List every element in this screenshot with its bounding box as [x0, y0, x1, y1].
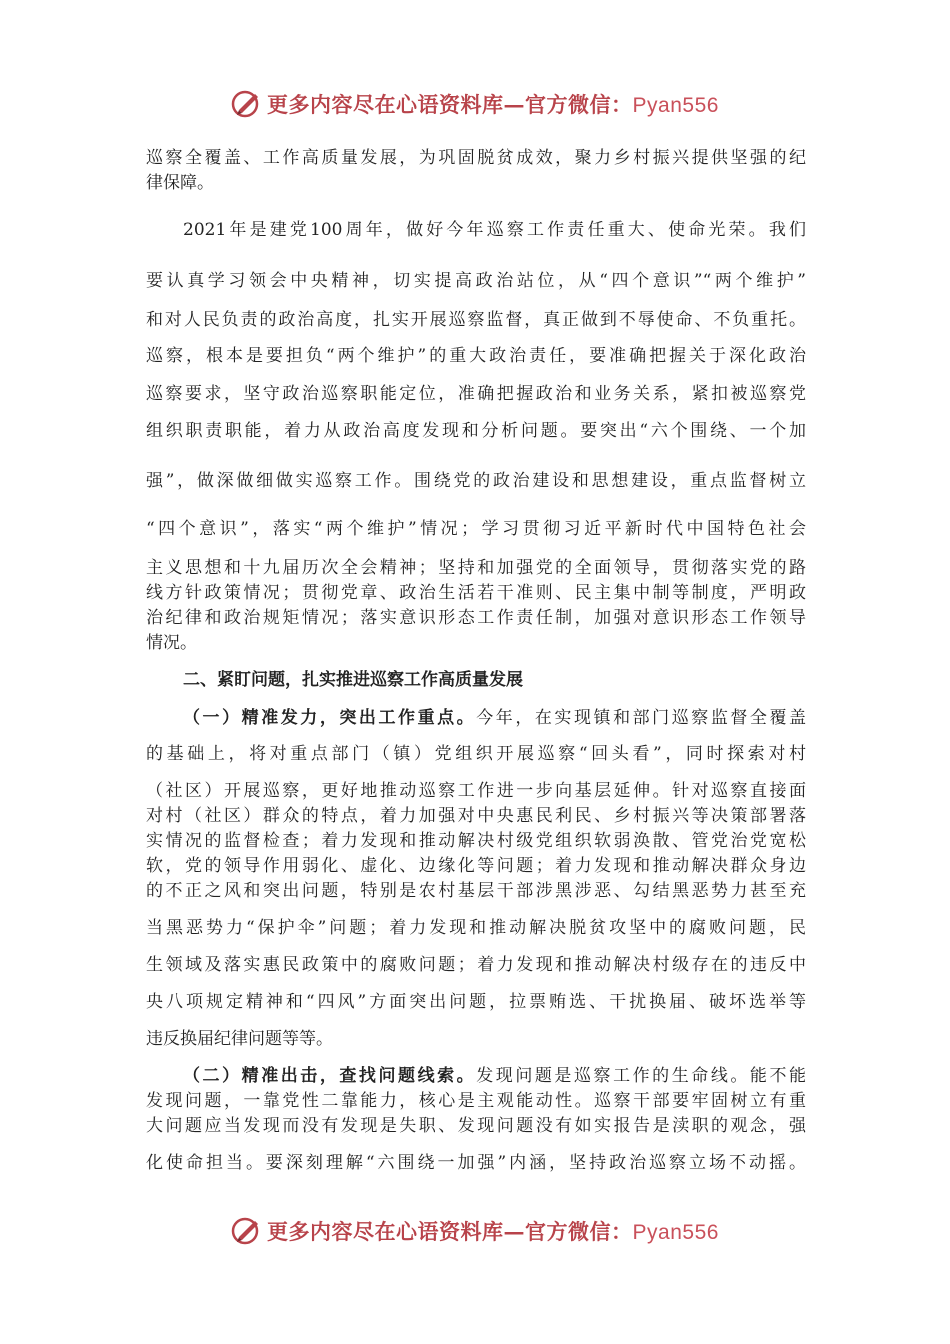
- text-line: 2021年是建党100周年，做好今年巡察工作责任重大、使命光荣。我们: [183, 220, 806, 240]
- subsection-lead: （二）精准出击，查找问题线索。: [183, 1066, 477, 1086]
- section-heading: 二、紧盯问题，扎实推进巡察工作高质量发展: [183, 670, 523, 690]
- text-line: “四个意识”，落实“两个维护”情况；学习贯彻习近平新时代中国特色社会: [146, 519, 806, 539]
- banner-text: 更多内容尽在心语资料库—官方微信：Pyan556: [267, 92, 719, 117]
- text-line: 情况。: [146, 633, 197, 653]
- text-line: 巡察全覆盖、工作高质量发展，为巩固脱贫成效，聚力乡村振兴提供坚强的纪: [146, 148, 806, 168]
- wechat-id: Pyan556: [632, 1221, 719, 1244]
- text-line: 线方针政策情况；贯彻党章、政治生活若干准则、民主集中制等制度，严明政: [146, 583, 806, 603]
- header-banner: [0, 84, 950, 124]
- text-line: （社区）开展巡察，更好地推动巡察工作进一步向基层延伸。针对巡察直接面: [146, 781, 806, 801]
- text-line: 央八项规定精神和“四风”方面突出问题，拉票贿选、干扰换届、破坏选举等: [146, 992, 806, 1012]
- text-line: 软，党的领导作用弱化、虚化、边缘化等问题；着力发现和推动解决群众身边: [146, 856, 806, 876]
- text-line: 要认真学习领会中央精神，切实提高政治站位，从“四个意识”“两个维护”: [146, 271, 806, 291]
- text-line: 和对人民负责的政治高度，扎实开展巡察监督，真正做到不辱使命、不负重托。: [146, 310, 806, 330]
- wechat-id: Pyan556: [632, 94, 719, 117]
- text-line: 发现问题，一靠党性二靠能力，核心是主观能动性。巡察干部要牢固树立有重: [146, 1091, 806, 1111]
- text-line: 对村（社区）群众的特点，着力加强对中央惠民利民、乡村振兴等决策部署落: [146, 806, 806, 826]
- banner-text: 更多内容尽在心语资料库—官方微信：Pyan556: [267, 1219, 719, 1244]
- text-line: 的不正之风和突出问题，特别是农村基层干部涉黑涉恶、勾结黑恶势力甚至充: [146, 881, 806, 901]
- text-line: 实情况的监督检查；着力发现和推动解决村级党组织软弱涣散、管党治党宽松: [146, 831, 806, 851]
- text-line: 巡察要求，坚守政治巡察职能定位，准确把握政治和业务关系，紧扣被巡察党: [146, 384, 806, 404]
- text-line: 生领域及落实惠民政策中的腐败问题；着力发现和推动解决村级存在的违反中: [146, 955, 806, 975]
- pen-logo-icon: [231, 88, 263, 120]
- text-line: 组织职责职能，着力从政治高度发现和分析问题。要突出“六个围绕、一个加: [146, 421, 806, 441]
- text-line: 化使命担当。要深刻理解“六围绕一加强”内涵，坚持政治巡察立场不动摇。: [146, 1153, 806, 1173]
- text-line: 主义思想和十九届历次全会精神；坚持和加强党的全面领导，贯彻落实党的路: [146, 558, 806, 578]
- text-line: 律保障。: [146, 173, 214, 193]
- footer-banner: [0, 1211, 950, 1251]
- text-line: 大问题应当发现而没有发现是失职、发现问题没有如实报告是渎职的观念，强: [146, 1116, 806, 1136]
- text-line: 巡察，根本是要担负“两个维护”的重大政治责任，要准确把握关于深化政治: [146, 346, 806, 366]
- pen-logo-icon: [231, 1215, 263, 1247]
- subsection-lead: （一）精准发力，突出工作重点。: [183, 708, 477, 728]
- text-line: （一）精准发力，突出工作重点。今年，在实现镇和部门巡察监督全覆盖: [183, 708, 807, 728]
- text-line: 治纪律和政治规矩情况；落实意识形态工作责任制，加强对意识形态工作领导: [146, 608, 806, 628]
- text-line: 强”，做深做细做实巡察工作。围绕党的政治建设和思想建设，重点监督树立: [146, 471, 806, 491]
- text-line: 的基础上，将对重点部门（镇）党组织开展巡察“回头看”，同时探索对村: [146, 744, 806, 764]
- text-line: （二）精准出击，查找问题线索。发现问题是巡察工作的生命线。能不能: [183, 1066, 807, 1086]
- text-line: 当黑恶势力“保护伞”问题；着力发现和推动解决脱贫攻坚中的腐败问题，民: [146, 918, 806, 938]
- text-line: 违反换届纪律问题等等。: [146, 1029, 333, 1049]
